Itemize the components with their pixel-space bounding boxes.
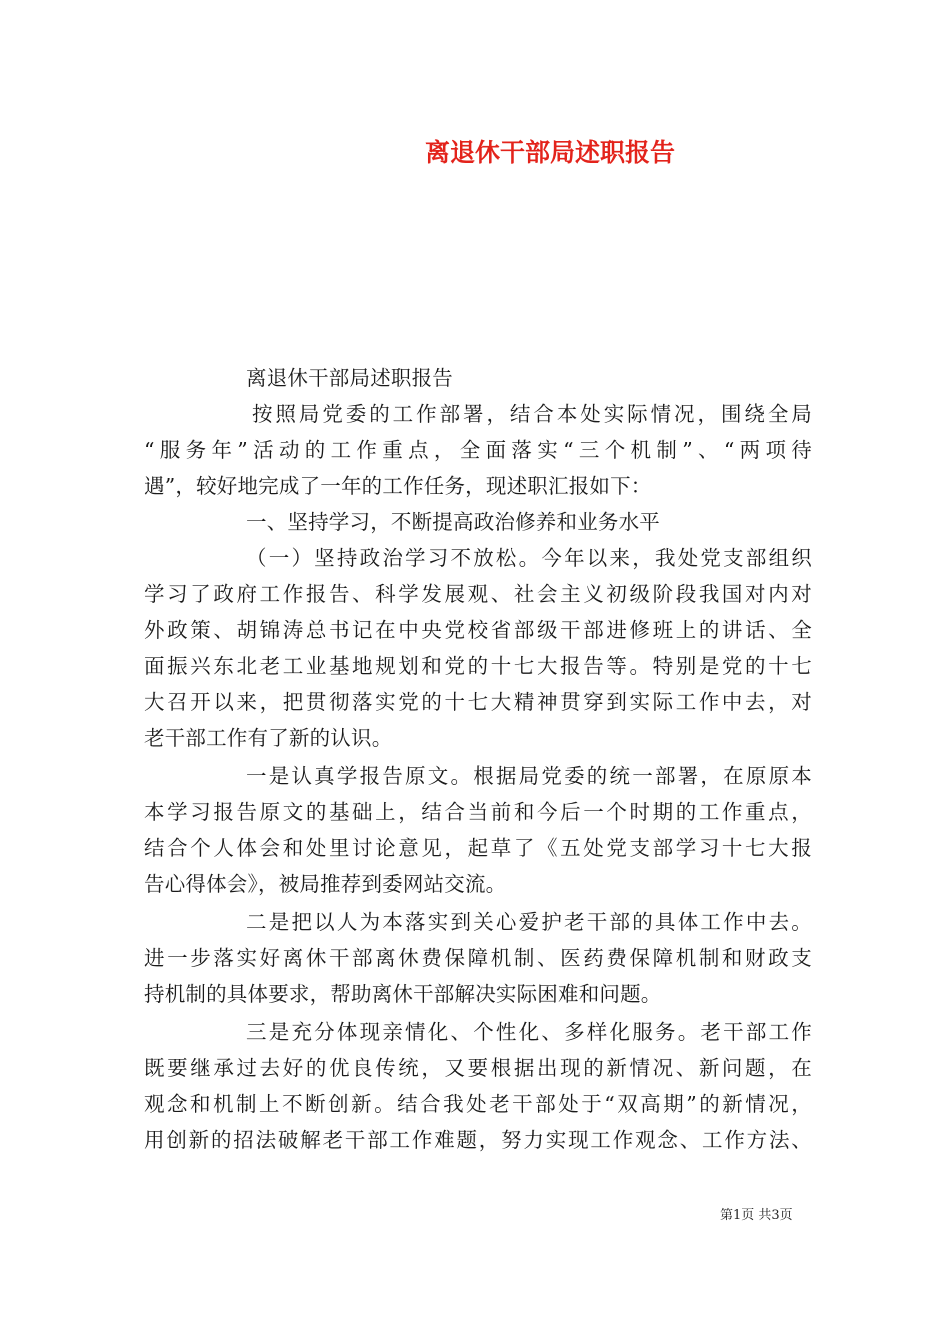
- document-title: 离退休干部局述职报告: [424, 138, 675, 167]
- paragraph-line: 学习了政府工作报告、科学发展观、社会主义初级阶段我国对内对: [144, 582, 812, 606]
- paragraph-line: 外政策、胡锦涛总书记在中央党校省部级干部进修班上的讲话、全: [144, 618, 812, 642]
- paragraph-line: 既要继承过去好的优良传统，又要根据出现的新情况、新问题，在: [144, 1056, 812, 1080]
- paragraph-line: 一是认真学报告原文。根据局党委的统一部署，在原原本: [246, 764, 812, 788]
- paragraph-line: 遇”，较好地完成了一年的工作任务，现述职汇报如下：: [144, 474, 652, 498]
- paragraph-line: 大召开以来，把贯彻落实党的十七大精神贯穿到实际工作中去，对: [144, 690, 812, 714]
- document-body: [144, 360, 812, 1158]
- paragraph-line: 观念和机制上不断创新。结合我处老干部处于“双高期”的新情况，: [144, 1092, 812, 1116]
- paragraph-line: （一）坚持政治学习不放松。今年以来，我处党支部组织: [246, 546, 812, 570]
- paragraph-line: 按照局党委的工作部署，结合本处实际情况，围绕全局: [252, 402, 812, 426]
- paragraph-line: 告心得体会》，被局推荐到委网站交流。: [144, 872, 507, 896]
- page-number-footer: 第1页 共3页: [720, 1208, 793, 1223]
- paragraph-line: 本学习报告原文的基础上，结合当前和今后一个时期的工作重点，: [144, 800, 812, 824]
- paragraph-line: 进一步落实好离休干部离休费保障机制、医药费保障机制和财政支: [144, 946, 812, 970]
- paragraph-line: 结合个人体会和处里讨论意见，起草了《五处党支部学习十七大报: [144, 836, 812, 860]
- paragraph-line: 三是充分体现亲情化、个性化、多样化服务。老干部工作: [246, 1020, 812, 1044]
- paragraph-line: “服务年”活动的工作重点，全面落实“三个机制”、“两项待: [144, 438, 812, 462]
- paragraph-line: 持机制的具体要求，帮助离休干部解决实际困难和问题。: [144, 982, 662, 1006]
- paragraph-line: 二是把以人为本落实到关心爱护老干部的具体工作中去。: [246, 910, 812, 934]
- paragraph-line: 老干部工作有了新的认识。: [144, 726, 393, 750]
- body-heading: 离退休干部局述职报告: [246, 366, 453, 390]
- section-heading: 一、坚持学习，不断提高政治修养和业务水平: [246, 510, 660, 534]
- paragraph-line: 用创新的招法破解老干部工作难题，努力实现工作观念、工作方法、: [144, 1128, 812, 1152]
- paragraph-line: 面振兴东北老工业基地规划和党的十七大报告等。特别是党的十七: [144, 654, 812, 678]
